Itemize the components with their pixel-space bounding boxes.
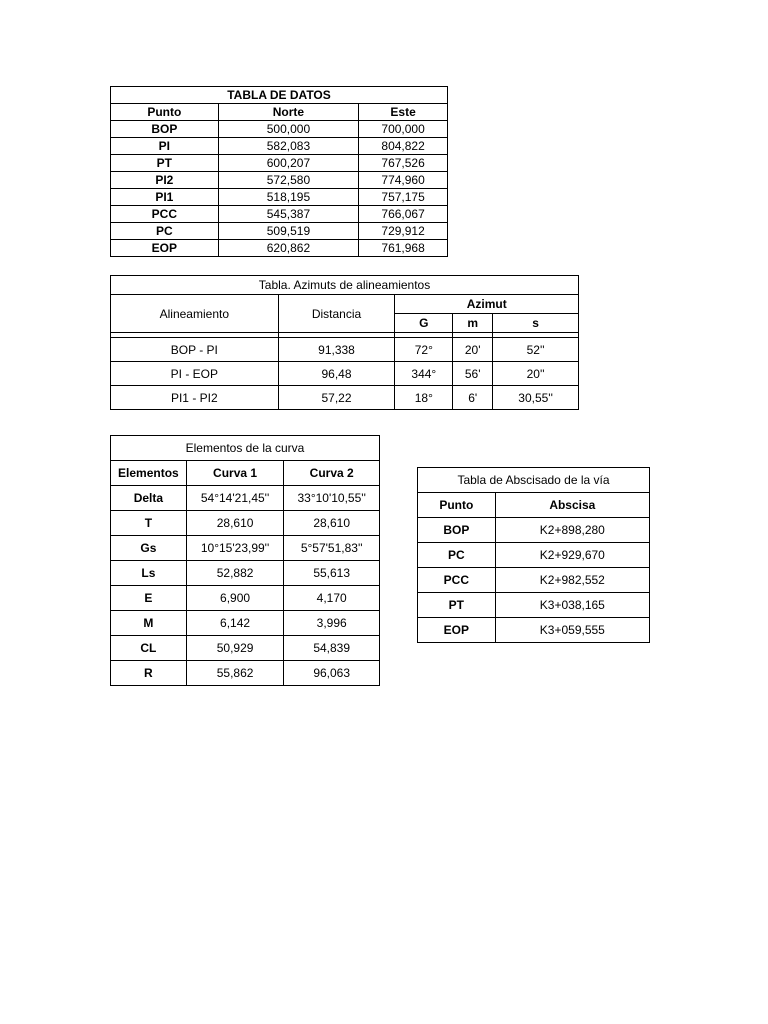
cell-elemento: E [111,586,187,611]
cell-curva-1: 10°15'23,99'' [186,536,284,561]
table-row [418,618,650,643]
cell-elemento: R [111,661,187,686]
cell-norte: 600,207 [218,155,359,172]
cell-curva-1: 55,862 [186,661,284,686]
cell-este: 757,175 [359,189,448,206]
cell-punto: EOP [418,618,496,643]
cell-curva-1: 28,610 [186,511,284,536]
table-row [111,661,380,686]
cell-curva-2: 33°10'10,55'' [284,486,380,511]
cell-este: 729,912 [359,223,448,240]
cell-este: 766,067 [359,206,448,223]
cell-distancia: 96,48 [278,362,395,386]
cell-curva-2: 3,996 [284,611,380,636]
tabla-curva [110,435,380,686]
table-row [111,362,579,386]
header-punto: Punto [418,493,496,518]
cell-punto: PT [418,593,496,618]
cell-norte: 620,862 [218,240,359,257]
cell-minutos: 20' [453,338,493,362]
cell-curva-2: 28,610 [284,511,380,536]
cell-abscisa: K3+038,165 [495,593,649,618]
cell-alineamiento: BOP - PI [111,338,279,362]
tabla-azimuts [110,275,579,410]
cell-segundos: 52'' [493,338,579,362]
table-row [111,189,448,206]
header-azimut: Azimut [395,295,579,314]
header-elementos: Elementos [111,461,187,486]
cell-alineamiento: PI - EOP [111,362,279,386]
cell-norte: 500,000 [218,121,359,138]
tabla-azimuts-title: Tabla. Azimuts de alineamientos [111,276,579,295]
table-row [418,543,650,568]
cell-curva-1: 6,900 [186,586,284,611]
cell-segundos: 20'' [493,362,579,386]
cell-curva-2: 54,839 [284,636,380,661]
table-row [111,172,448,189]
cell-norte: 582,083 [218,138,359,155]
cell-segundos: 30,55'' [493,386,579,410]
cell-elemento: CL [111,636,187,661]
cell-elemento: Gs [111,536,187,561]
header-curva-2: Curva 2 [284,461,380,486]
cell-grados: 72° [395,338,453,362]
header-distancia: Distancia [278,295,395,333]
table-row [111,386,579,410]
cell-curva-2: 5°57'51,83'' [284,536,380,561]
header-curva-1: Curva 1 [186,461,284,486]
table-row [111,240,448,257]
cell-abscisa: K3+059,555 [495,618,649,643]
cell-norte: 509,519 [218,223,359,240]
cell-punto: PCC [111,206,219,223]
cell-elemento: Delta [111,486,187,511]
cell-este: 804,822 [359,138,448,155]
table-row [111,138,448,155]
cell-norte: 572,580 [218,172,359,189]
cell-elemento: Ls [111,561,187,586]
header-punto: Punto [111,104,219,121]
cell-abscisa: K2+898,280 [495,518,649,543]
tabla-abscisado [417,467,650,643]
cell-curva-1: 6,142 [186,611,284,636]
table-row [111,536,380,561]
header-segundos: s [493,314,579,333]
table-row [418,518,650,543]
cell-punto: EOP [111,240,219,257]
cell-este: 774,960 [359,172,448,189]
cell-distancia: 57,22 [278,386,395,410]
cell-curva-2: 4,170 [284,586,380,611]
cell-punto: BOP [418,518,496,543]
cell-distancia: 91,338 [278,338,395,362]
table-row [111,611,380,636]
cell-este: 767,526 [359,155,448,172]
table-row [418,593,650,618]
cell-elemento: T [111,511,187,536]
table-row [111,486,380,511]
tabla-abscisado-title: Tabla de Abscisado de la vía [418,468,650,493]
cell-punto: PI2 [111,172,219,189]
cell-este: 700,000 [359,121,448,138]
cell-curva-1: 50,929 [186,636,284,661]
cell-grados: 344° [395,362,453,386]
cell-punto: PC [418,543,496,568]
cell-punto: BOP [111,121,219,138]
cell-abscisa: K2+982,552 [495,568,649,593]
table-row [111,121,448,138]
cell-punto: PCC [418,568,496,593]
cell-norte: 518,195 [218,189,359,206]
cell-minutos: 56' [453,362,493,386]
header-alineamiento: Alineamiento [111,295,279,333]
cell-punto: PT [111,155,219,172]
cell-curva-1: 52,882 [186,561,284,586]
tabla-datos-title: TABLA DE DATOS [111,87,448,104]
cell-minutos: 6' [453,386,493,410]
header-grados: G [395,314,453,333]
header-norte: Norte [218,104,359,121]
table-row [111,155,448,172]
tabla-curva-title: Elementos de la curva [111,436,380,461]
table-row [111,586,380,611]
cell-punto: PC [111,223,219,240]
cell-curva-2: 96,063 [284,661,380,686]
cell-grados: 18° [395,386,453,410]
cell-punto: PI [111,138,219,155]
cell-alineamiento: PI1 - PI2 [111,386,279,410]
cell-norte: 545,387 [218,206,359,223]
cell-abscisa: K2+929,670 [495,543,649,568]
cell-elemento: M [111,611,187,636]
table-row [111,511,380,536]
header-abscisa: Abscisa [495,493,649,518]
tabla-datos [110,86,448,257]
table-row [111,223,448,240]
table-row [111,636,380,661]
cell-este: 761,968 [359,240,448,257]
table-row [418,568,650,593]
header-minutos: m [453,314,493,333]
cell-curva-2: 55,613 [284,561,380,586]
header-este: Este [359,104,448,121]
table-row [111,561,380,586]
table-row [111,206,448,223]
cell-punto: PI1 [111,189,219,206]
cell-curva-1: 54°14'21,45'' [186,486,284,511]
table-row [111,338,579,362]
